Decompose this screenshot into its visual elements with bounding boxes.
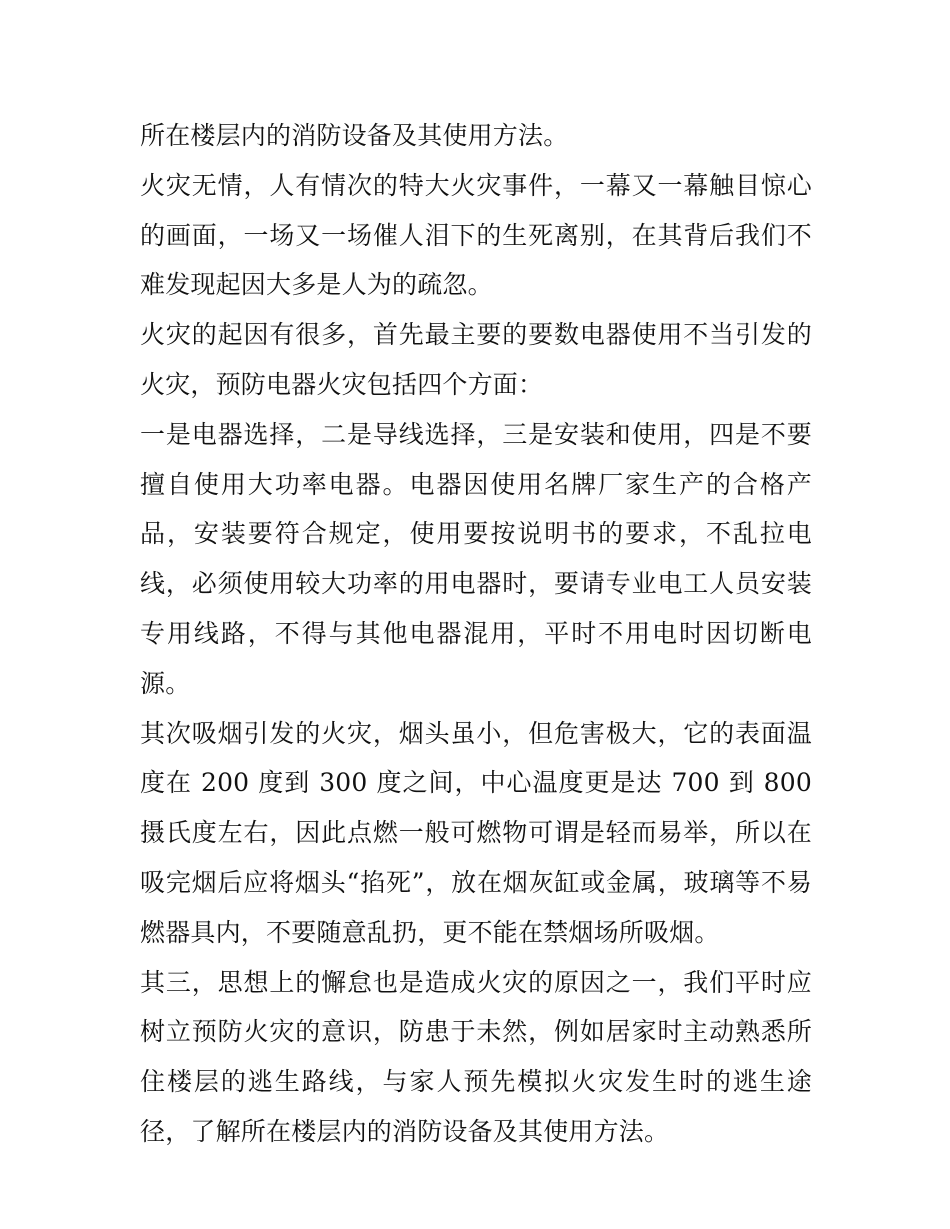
paragraph-fire-ruthless: 火灾无情，人有情次的特大火灾事件，一幕又一幕触目惊心的画面，一场又一场催人泪下的生死离别，在其背后我们不难发现起因大多是人为的疏忽。 (140, 170, 812, 300)
paragraph-floor-equipment: 所在楼层内的消防设备及其使用方法。 (140, 121, 569, 150)
paragraph-electrical-prevention: 一是电器选择，二是导线选择，三是安装和使用，四是不要擅自使用大功率电器。电器因使用名牌厂家生产的合格产品，安装要符合规定，使用要按说明书的要求，不乱拉电线，必须使用较大功率的用电器时，要请专业电工人员安装专用线路，不得与其他电器混用，平时不用电时因切断电源。 (140, 419, 812, 698)
paragraph-fire-causes: 火灾的起因有很多，首先最主要的要数电器使用不当引发的火灾，预防电器火灾包括四个方面： (140, 320, 812, 399)
paragraph-awareness: 其三，思想上的懈怠也是造成火灾的原因之一，我们平时应树立预防火灾的意识，防患于未然，例如居家时主动熟悉所住楼层的逃生路线，与家人预先模拟火灾发生时的逃生途径，了解所在楼层内的消防设备及其使用方法。 (140, 967, 812, 1146)
paragraph-smoking: 其次吸烟引发的火灾，烟头虽小，但危害极大，它的表面温度在 200 度到 300 度之间，中心温度更是达 700 到 800 摄氏度左右，因此点燃一般可燃物可谓是轻而易举，所以在吸完烟后应将烟头“掐死”，放在烟灰缸或金属，玻璃等不易燃器具内，不要随意乱扔，更不能在禁烟场所吸烟。 (140, 718, 812, 947)
document-body (140, 111, 812, 1157)
